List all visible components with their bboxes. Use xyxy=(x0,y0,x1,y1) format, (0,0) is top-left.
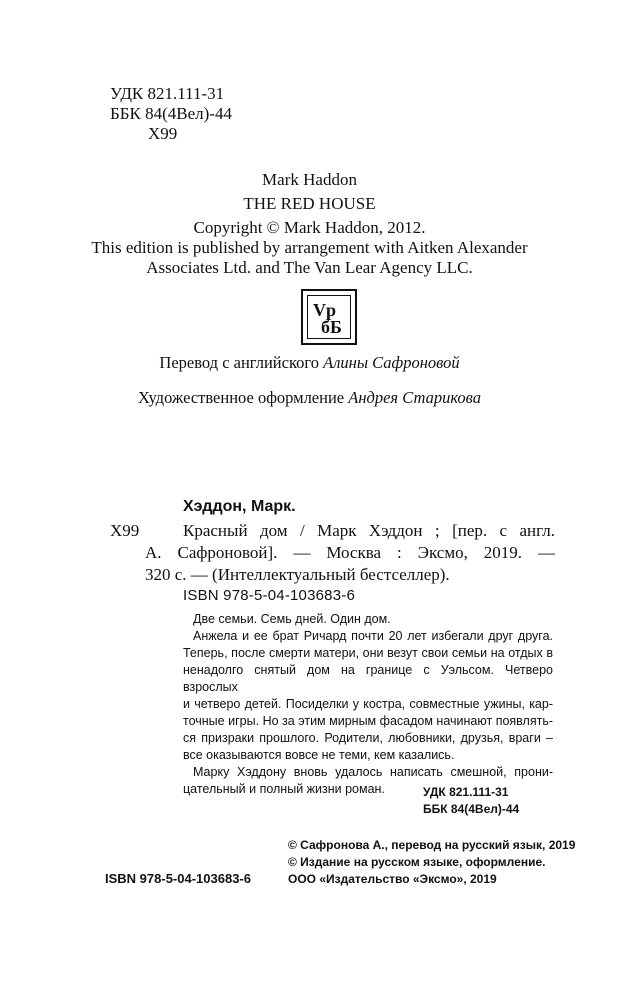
annotation xyxy=(183,611,553,798)
publisher-logo-icon xyxy=(308,296,349,337)
isbn-bottom: ISBN 978-5-04-103683-6 xyxy=(105,871,251,886)
edition-line-2: Associates Ltd. and The Van Lear Agency LLC. xyxy=(146,258,473,277)
design-credit xyxy=(0,388,619,408)
bib-description xyxy=(145,520,555,586)
original-author: Mark Haddon xyxy=(262,170,357,189)
classification-codes xyxy=(110,84,232,144)
translation-prefix: Перевод с английского xyxy=(159,353,324,372)
bib-isbn: ISBN 978-5-04-103683-6 xyxy=(183,587,356,604)
annotation-line: ся призраки прошлого. Родители, любовники, друзья, враги – xyxy=(183,731,553,745)
annotation-line: Анжела и ее брат Ричард почти 20 лет избегали друг друга. xyxy=(193,629,553,643)
bottom-udk: УДК 821.111-31 xyxy=(423,785,509,799)
logo-letters-top: Vр xyxy=(313,300,337,320)
annotation-line: все оказываются вовсе не теми, кем казались. xyxy=(183,748,455,762)
annotation-line: цательный и полный жизни роман. xyxy=(183,782,385,796)
translator-name: Алины Сафроновой xyxy=(323,353,460,372)
bib-author: Хэддон, Марк. xyxy=(183,498,296,515)
designer-name: Андрея Старикова xyxy=(348,388,481,407)
bib-line-1: Красный дом / Марк Хэддон ; [пер. с англ. xyxy=(183,521,555,540)
copyright-edition: © Издание на русском языке, оформление. xyxy=(288,855,546,869)
bib-line-3: 320 с. — (Интеллектуальный бестселлер). xyxy=(145,565,450,584)
copyright-line: Copyright © Mark Haddon, 2012. xyxy=(193,218,426,237)
copyright-publisher: ООО «Издательство «Эксмо», 2019 xyxy=(288,872,497,886)
bib-code: Х99 xyxy=(110,521,140,540)
annotation-line: Теперь, после смерти матери, они везут свои семьи на отдых в xyxy=(183,646,553,660)
bottom-bbk: ББК 84(4Вел)-44 xyxy=(423,802,520,816)
publisher-logo xyxy=(301,289,357,345)
translation-credit xyxy=(0,353,619,373)
author-mark: Х99 xyxy=(148,124,178,143)
annotation-tagline: Две семьи. Семь дней. Один дом. xyxy=(193,612,391,626)
design-prefix: Художественное оформление xyxy=(138,388,349,407)
bib-line-2: А. Сафроновой]. — Москва : Эксмо, 2019. — xyxy=(145,543,555,562)
bbk-code: ББК 84(4Вел)-44 xyxy=(110,104,232,123)
udk-code: УДК 821.111-31 xyxy=(110,84,225,103)
edition-line-1: This edition is published by arrangement with Aitken Alexander xyxy=(91,238,528,257)
original-title: THE RED HOUSE xyxy=(243,194,376,213)
annotation-line: и четверо детей. Посиделки у костра, совместные ужины, кар- xyxy=(183,697,553,711)
annotation-line: Марку Хэддону вновь удалось написать смешной, прони- xyxy=(193,765,553,779)
annotation-line: точные игры. Но за этим мирным фасадом начинают появлять- xyxy=(183,714,553,728)
annotation-line: ненадолго снятый дом на границе с Уэльсом. Четверо взрослых xyxy=(183,663,553,694)
copyright-translation: © Сафронова А., перевод на русский язык, 2019 xyxy=(288,838,576,852)
publisher-logo-frame xyxy=(307,295,351,339)
logo-letters-bottom: бБ xyxy=(321,317,342,337)
